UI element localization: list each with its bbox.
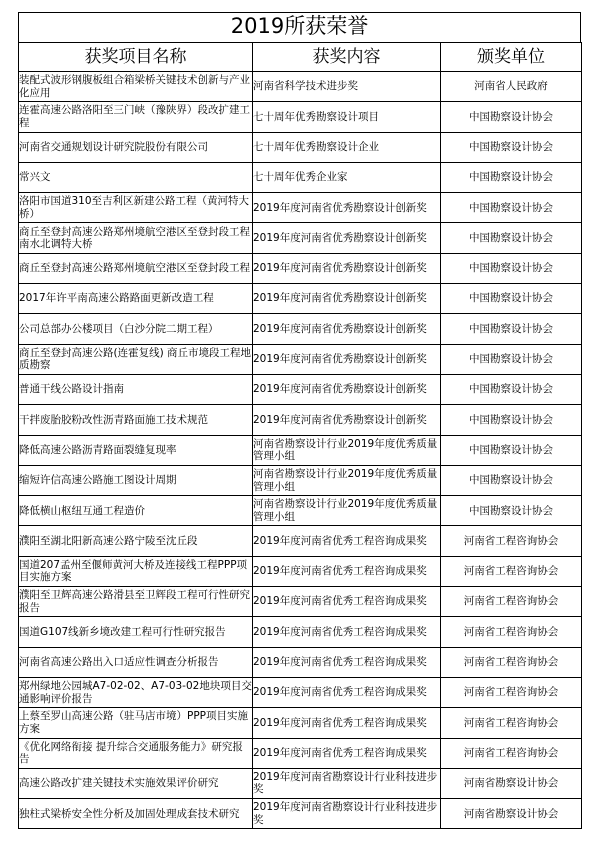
project-name-cell-text: 高速公路改扩建关键技术实施效果评价研究 xyxy=(19,777,219,790)
award-content-cell xyxy=(253,496,441,526)
award-unit-cell xyxy=(441,738,582,768)
award-unit-cell-text: 中国勘察设计协会 xyxy=(469,413,553,426)
award-content-cell xyxy=(253,526,441,556)
project-name-cell-text: 装配式波形钢腹板组合箱梁桥关键技术创新与产业化应用 xyxy=(19,74,250,99)
project-name-cell xyxy=(19,526,253,556)
project-name-cell xyxy=(19,435,253,465)
award-unit-cell-text: 河南省勘察设计协会 xyxy=(463,807,559,820)
award-unit-cell-text: 河南省工程咨询协会 xyxy=(463,686,559,699)
award-content-cell-text: 2019年度河南省优秀工程咨询成果奖 xyxy=(253,686,427,699)
award-content-cell xyxy=(253,374,441,404)
project-name-cell xyxy=(19,556,253,586)
award-unit-cell xyxy=(441,708,582,738)
award-unit-cell-text: 中国勘察设计协会 xyxy=(469,171,553,184)
project-name-cell xyxy=(19,314,253,344)
award-content-cell xyxy=(253,193,441,223)
table-row xyxy=(19,708,582,738)
project-name-cell-text: 2017年许平南高速公路路面更新改造工程 xyxy=(19,292,214,305)
award-content-cell-text: 七十周年优秀勘察设计企业 xyxy=(253,140,379,153)
award-unit-cell xyxy=(441,617,582,647)
project-name-cell xyxy=(19,132,253,162)
award-unit-cell xyxy=(441,102,582,132)
award-unit-cell-text: 中国勘察设计协会 xyxy=(469,292,553,305)
table-row xyxy=(19,556,582,586)
table-row xyxy=(19,526,582,556)
award-unit-cell-text: 河南省人民政府 xyxy=(474,80,548,93)
project-name-cell-text: 降低高速公路沥青路面裂缝复现率 xyxy=(19,443,177,456)
award-content-cell-text: 七十周年优秀勘察设计项目 xyxy=(253,110,379,123)
award-unit-cell xyxy=(441,72,582,102)
table-row xyxy=(19,496,582,526)
award-unit-cell-text: 中国勘察设计协会 xyxy=(469,140,553,153)
project-name-cell xyxy=(19,72,253,102)
table-row xyxy=(19,162,582,192)
project-name-cell-text: 国道207孟州至偃师黄河大桥及连接线工程PPP项目实施方案 xyxy=(19,558,248,584)
award-content-cell xyxy=(253,405,441,435)
project-name-cell xyxy=(19,617,253,647)
award-content-cell xyxy=(253,223,441,253)
award-unit-cell-text: 中国勘察设计协会 xyxy=(469,231,553,244)
project-name-cell-text: 常兴文 xyxy=(19,171,51,184)
award-unit-cell-text: 中国勘察设计协会 xyxy=(469,322,553,335)
project-name-cell-text: 干拌废胎胶粉改性沥青路面施工技术规范 xyxy=(19,413,208,426)
award-content-cell-text: 河南省勘察设计行业2019年度优秀质量管理小组 xyxy=(253,437,438,463)
project-name-cell-text: 降低横山枢纽互通工程造价 xyxy=(19,504,145,517)
award-unit-cell xyxy=(441,284,582,314)
project-name-cell-text: 国道G107线新乡境改建工程可行性研究报告 xyxy=(19,625,226,638)
award-unit-cell-text: 河南省工程咨询协会 xyxy=(463,565,559,578)
award-unit-cell xyxy=(441,405,582,435)
award-unit-cell xyxy=(441,799,582,829)
header-award-unit: 颁奖单位 xyxy=(441,43,582,72)
award-content-cell-text: 2019年度河南省优秀勘察设计创新奖 xyxy=(253,413,427,426)
project-name-cell xyxy=(19,284,253,314)
table-row xyxy=(19,374,582,404)
table-row xyxy=(19,677,582,707)
project-name-cell-text: 普通干线公路设计指南 xyxy=(19,383,124,396)
table-row xyxy=(19,314,582,344)
header-award-content: 获奖内容 xyxy=(253,43,441,72)
award-unit-cell-text: 中国勘察设计协会 xyxy=(469,262,553,275)
award-content-cell-text: 2019年度河南省优秀工程咨询成果奖 xyxy=(253,625,427,638)
award-unit-cell xyxy=(441,465,582,495)
header-project-name: 获奖项目名称 xyxy=(19,43,253,72)
award-content-cell-text: 2019年度河南省优秀勘察设计创新奖 xyxy=(253,322,427,335)
award-content-cell xyxy=(253,738,441,768)
award-content-cell-text: 2019年度河南省优秀工程咨询成果奖 xyxy=(253,565,427,578)
award-content-cell xyxy=(253,677,441,707)
project-name-cell xyxy=(19,253,253,283)
table-row xyxy=(19,284,582,314)
award-unit-cell xyxy=(441,223,582,253)
award-content-cell xyxy=(253,465,441,495)
award-unit-cell-text: 河南省工程咨询协会 xyxy=(463,716,559,729)
award-content-cell xyxy=(253,708,441,738)
document-title: 2019所获荣誉 xyxy=(18,12,581,42)
table-row xyxy=(19,738,582,768)
project-name-cell xyxy=(19,405,253,435)
table-row xyxy=(19,617,582,647)
award-unit-cell xyxy=(441,162,582,192)
table-row xyxy=(19,102,582,132)
award-unit-cell-text: 河南省工程咨询协会 xyxy=(463,656,559,669)
table-row xyxy=(19,72,582,102)
award-content-cell xyxy=(253,435,441,465)
award-unit-cell xyxy=(441,768,582,798)
project-name-cell xyxy=(19,465,253,495)
table-row xyxy=(19,587,582,617)
award-content-cell-text: 2019年度河南省优秀勘察设计创新奖 xyxy=(253,201,427,214)
award-unit-cell-text: 中国勘察设计协会 xyxy=(469,443,553,456)
table-row xyxy=(19,193,582,223)
award-unit-cell xyxy=(441,132,582,162)
award-unit-cell xyxy=(441,556,582,586)
award-content-cell xyxy=(253,284,441,314)
award-unit-cell xyxy=(441,193,582,223)
award-unit-cell-text: 河南省工程咨询协会 xyxy=(463,625,559,638)
award-content-cell-text: 2019年度河南省优秀勘察设计创新奖 xyxy=(253,353,427,366)
awards-table xyxy=(18,42,582,829)
project-name-cell xyxy=(19,374,253,404)
award-unit-cell xyxy=(441,677,582,707)
project-name-cell-text: 缩短许信高速公路施工图设计周期 xyxy=(19,474,177,487)
project-name-cell-text: 濮阳至湖北阳新高速公路宁陵至沈丘段 xyxy=(19,534,198,547)
project-name-cell-text: 《优化网络衔接 提升综合交通服务能力》研究报告 xyxy=(19,740,243,766)
project-name-cell-text: 濮阳至卫辉高速公路滑县至卫辉段工程可行性研究报告 xyxy=(19,589,250,614)
project-name-cell xyxy=(19,496,253,526)
award-content-cell-text: 河南省科学技术进步奖 xyxy=(253,80,358,93)
project-name-cell xyxy=(19,344,253,374)
award-content-cell xyxy=(253,556,441,586)
table-row xyxy=(19,132,582,162)
award-unit-cell-text: 河南省工程咨询协会 xyxy=(463,746,559,759)
project-name-cell-text: 河南省高速公路出入口适应性调查分析报告 xyxy=(19,656,219,669)
award-content-cell-text: 2019年度河南省优秀勘察设计创新奖 xyxy=(253,262,427,275)
award-content-cell-text: 2019年度河南省优秀勘察设计创新奖 xyxy=(253,383,427,396)
award-unit-cell xyxy=(441,374,582,404)
table-row xyxy=(19,435,582,465)
award-content-cell-text: 2019年度河南省优秀工程咨询成果奖 xyxy=(253,716,427,729)
award-unit-cell xyxy=(441,344,582,374)
award-content-cell xyxy=(253,768,441,798)
award-unit-cell xyxy=(441,253,582,283)
table-row xyxy=(19,344,582,374)
table-header-row xyxy=(19,43,582,72)
award-unit-cell xyxy=(441,587,582,617)
award-content-cell xyxy=(253,617,441,647)
table-row xyxy=(19,799,582,829)
project-name-cell-text: 洛阳市国道310至吉利区新建公路工程（黄河特大桥） xyxy=(19,195,250,220)
award-unit-cell-text: 中国勘察设计协会 xyxy=(469,383,553,396)
award-unit-cell-text: 河南省勘察设计协会 xyxy=(463,777,559,790)
award-unit-cell-text: 中国勘察设计协会 xyxy=(469,474,553,487)
award-unit-cell xyxy=(441,314,582,344)
project-name-cell-text: 商丘至登封高速公路郑州境航空港区至登封段工程 xyxy=(19,262,250,275)
award-unit-cell xyxy=(441,647,582,677)
project-name-cell xyxy=(19,677,253,707)
award-content-cell-text: 2019年度河南省优秀工程咨询成果奖 xyxy=(253,534,427,547)
award-content-cell-text: 2019年度河南省勘察设计行业科技进步奖 xyxy=(253,801,438,826)
table-row xyxy=(19,253,582,283)
table-row xyxy=(19,768,582,798)
project-name-cell xyxy=(19,647,253,677)
award-unit-cell xyxy=(441,435,582,465)
project-name-cell xyxy=(19,162,253,192)
award-content-cell xyxy=(253,799,441,829)
project-name-cell xyxy=(19,587,253,617)
project-name-cell xyxy=(19,738,253,768)
project-name-cell-text: 商丘至登封高速公路(连霍复线) 商丘市境段工程地质勘察 xyxy=(19,346,252,372)
award-content-cell-text: 河南省勘察设计行业2019年度优秀质量管理小组 xyxy=(253,498,438,523)
award-content-cell xyxy=(253,344,441,374)
award-content-cell-text: 2019年度河南省勘察设计行业科技进步奖 xyxy=(253,770,438,796)
award-unit-cell-text: 河南省工程咨询协会 xyxy=(463,534,559,547)
award-unit-cell-text: 河南省工程咨询协会 xyxy=(463,595,559,608)
project-name-cell xyxy=(19,223,253,253)
table-row xyxy=(19,465,582,495)
project-name-cell xyxy=(19,102,253,132)
award-content-cell-text: 2019年度河南省优秀工程咨询成果奖 xyxy=(253,595,427,608)
project-name-cell-text: 公司总部办公楼项目（白沙分院二期工程） xyxy=(19,322,219,335)
table-row xyxy=(19,223,582,253)
award-unit-cell xyxy=(441,526,582,556)
award-content-cell-text: 2019年度河南省优秀工程咨询成果奖 xyxy=(253,656,427,669)
project-name-cell-text: 郑州绿地公园城A7-02-02、A7-03-02地块项目交通影响评价报告 xyxy=(19,680,252,705)
award-content-cell xyxy=(253,132,441,162)
table-row xyxy=(19,647,582,677)
project-name-cell-text: 独柱式梁桥安全性分析及加固处理成套技术研究 xyxy=(19,807,240,820)
award-content-cell xyxy=(253,314,441,344)
award-unit-cell-text: 中国勘察设计协会 xyxy=(469,110,553,123)
project-name-cell xyxy=(19,768,253,798)
award-unit-cell-text: 中国勘察设计协会 xyxy=(469,201,553,214)
award-unit-cell-text: 中国勘察设计协会 xyxy=(469,504,553,517)
project-name-cell-text: 商丘至登封高速公路郑州境航空港区至登封段工程南水北调特大桥 xyxy=(19,225,250,251)
project-name-cell-text: 上蔡至罗山高速公路（驻马店市境）PPP项目实施方案 xyxy=(19,710,248,735)
award-content-cell-text: 2019年度河南省优秀工程咨询成果奖 xyxy=(253,746,427,759)
table-body xyxy=(19,72,582,829)
award-unit-cell xyxy=(441,496,582,526)
project-name-cell-text: 河南省交通规划设计研究院股份有限公司 xyxy=(19,140,208,153)
award-content-cell-text: 2019年度河南省优秀勘察设计创新奖 xyxy=(253,231,427,244)
award-content-cell xyxy=(253,253,441,283)
project-name-cell-text: 连霍高速公路洛阳至三门峡（豫陕界）段改扩建工程 xyxy=(19,104,250,129)
award-content-cell xyxy=(253,587,441,617)
award-content-cell xyxy=(253,102,441,132)
project-name-cell xyxy=(19,708,253,738)
award-content-cell xyxy=(253,162,441,192)
award-content-cell xyxy=(253,72,441,102)
project-name-cell xyxy=(19,193,253,223)
table-row xyxy=(19,405,582,435)
award-content-cell xyxy=(253,647,441,677)
award-content-cell-text: 2019年度河南省优秀勘察设计创新奖 xyxy=(253,292,427,305)
award-content-cell-text: 七十周年优秀企业家 xyxy=(253,171,348,184)
award-content-cell-text: 河南省勘察设计行业2019年度优秀质量管理小组 xyxy=(253,468,438,493)
project-name-cell xyxy=(19,799,253,829)
award-unit-cell-text: 中国勘察设计协会 xyxy=(469,353,553,366)
